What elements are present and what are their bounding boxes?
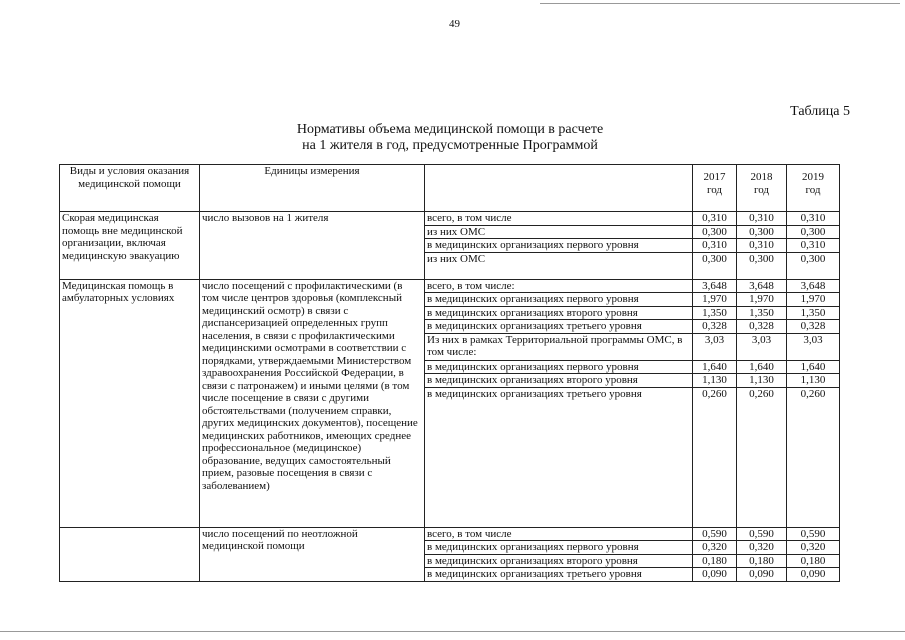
- subcategory-cell: в медицинских организациях первого уровня: [425, 293, 693, 307]
- value-cell-2019: 0,180: [787, 554, 840, 568]
- value-cell-2018: 0,328: [737, 320, 787, 334]
- value-cell-2019: 0,320: [787, 541, 840, 555]
- value-cell-2018: 1,640: [737, 360, 787, 374]
- subcategory-cell: в медицинских организациях второго уровня: [425, 374, 693, 388]
- value-cell-2019: 1,640: [787, 360, 840, 374]
- value-cell-2017: 3,648: [693, 279, 737, 293]
- subcategory-cell: всего, в том числе: [425, 527, 693, 541]
- title-line-2: на 1 жителя в год, предусмотренные Программой: [302, 138, 598, 153]
- value-cell-2017: 1,640: [693, 360, 737, 374]
- value-cell-2019: 0,090: [787, 568, 840, 582]
- value-cell-2018: 0,310: [737, 212, 787, 226]
- subcategory-cell: в медицинских организациях первого уровня: [425, 541, 693, 555]
- header-care-type: Виды и условия оказания медицинской помощи: [60, 165, 200, 212]
- value-cell-2019: 0,310: [787, 239, 840, 253]
- document-title: [250, 122, 650, 154]
- subcategory-cell: всего, в том числе:: [425, 279, 693, 293]
- subcategory-cell: в медицинских организациях первого уровня: [425, 239, 693, 253]
- norms-table: [59, 164, 840, 582]
- value-cell-2017: 1,130: [693, 374, 737, 388]
- subcategory-cell: в медицинских организациях первого уровня: [425, 360, 693, 374]
- value-cell-2017: 3,03: [693, 333, 737, 360]
- table-row: [60, 279, 840, 293]
- value-cell-2017: 0,300: [693, 252, 737, 279]
- subcategory-cell: в медицинских организациях второго уровня: [425, 306, 693, 320]
- header-year-2018-unit: год: [753, 183, 770, 196]
- value-cell-2019: 0,300: [787, 225, 840, 239]
- value-cell-2018: 0,180: [737, 554, 787, 568]
- value-cell-2019: 0,590: [787, 527, 840, 541]
- value-cell-2018: 1,970: [737, 293, 787, 307]
- value-cell-2018: 0,310: [737, 239, 787, 253]
- value-cell-2017: 0,310: [693, 239, 737, 253]
- value-cell-2018: 0,590: [737, 527, 787, 541]
- care-type-cell: Скорая медицинская помощь вне медицинской организации, включая медицинскую эвакуацию: [60, 212, 200, 280]
- value-cell-2018: 1,130: [737, 374, 787, 388]
- value-cell-2019: 1,130: [787, 374, 840, 388]
- value-cell-2017: 0,300: [693, 225, 737, 239]
- value-cell-2017: 0,180: [693, 554, 737, 568]
- table-header-row: [60, 165, 840, 212]
- header-year-2017-unit: год: [706, 183, 723, 196]
- table-row: [60, 212, 840, 226]
- value-cell-2017: 0,320: [693, 541, 737, 555]
- value-cell-2019: 1,350: [787, 306, 840, 320]
- header-year-2019-unit: год: [805, 183, 821, 196]
- header-year-2018: [737, 165, 787, 212]
- subcategory-cell: из них ОМС: [425, 252, 693, 279]
- value-cell-2017: 1,350: [693, 306, 737, 320]
- value-cell-2017: 0,260: [693, 387, 737, 527]
- value-cell-2019: 0,300: [787, 252, 840, 279]
- subcategory-cell: всего, в том числе: [425, 212, 693, 226]
- value-cell-2018: 0,300: [737, 252, 787, 279]
- header-subcategory: [425, 165, 693, 212]
- table-row: [60, 527, 840, 541]
- value-cell-2018: 3,03: [737, 333, 787, 360]
- scan-edge-top: [540, 3, 900, 4]
- value-cell-2019: 0,260: [787, 387, 840, 527]
- table-label: Таблица 5: [790, 104, 850, 119]
- value-cell-2017: 0,310: [693, 212, 737, 226]
- value-cell-2017: 0,328: [693, 320, 737, 334]
- value-cell-2018: 0,320: [737, 541, 787, 555]
- page-number: 49: [449, 18, 460, 30]
- measure-unit-cell: число вызовов на 1 жителя: [200, 212, 425, 280]
- value-cell-2018: 0,300: [737, 225, 787, 239]
- subcategory-cell: в медицинских организациях третьего уровня: [425, 320, 693, 334]
- norms-table-body: [60, 165, 840, 582]
- header-year-2019-value: 2019: [802, 171, 824, 183]
- value-cell-2018: 0,260: [737, 387, 787, 527]
- value-cell-2019: 0,328: [787, 320, 840, 334]
- value-cell-2017: 0,090: [693, 568, 737, 582]
- subcategory-cell: в медицинских организациях третьего уровня: [425, 387, 693, 527]
- header-units: Единицы измерения: [200, 165, 425, 212]
- value-cell-2017: 0,590: [693, 527, 737, 541]
- header-year-2017-value: 2017: [703, 171, 726, 183]
- value-cell-2019: 3,648: [787, 279, 840, 293]
- value-cell-2018: 3,648: [737, 279, 787, 293]
- measure-unit-cell: число посещений с профилактическими (в том числе центров здоровья (комплексный медицинский осмотр) в связи с диспансеризацией определенных групп населения, в связи с профилактическими медицинскими осмотрами в соответствии с порядками, утверждаемыми Министерством здравоохранения Российской Федерации, в связи с патронажем) и иными целями (в том числе посещение в связи с другими обстоятельствами (получением справки, других медицинских документов), посещение медицинских работников, имеющих среднее профессиональное (медицинское) образование, ведущих самостоятельный прием, разовые посещения в связи с заболеванием): [200, 279, 425, 527]
- scan-edge-bottom: [0, 631, 905, 632]
- value-cell-2019: 3,03: [787, 333, 840, 360]
- value-cell-2018: 1,350: [737, 306, 787, 320]
- care-type-cell: [60, 527, 200, 581]
- subcategory-cell: в медицинских организациях второго уровня: [425, 554, 693, 568]
- value-cell-2019: 1,970: [787, 293, 840, 307]
- care-type-cell: Медицинская помощь в амбулаторных условиях: [60, 279, 200, 527]
- header-year-2019: [787, 165, 840, 212]
- value-cell-2019: 0,310: [787, 212, 840, 226]
- title-line-1: Нормативы объема медицинской помощи в расчете: [296, 122, 604, 137]
- measure-unit-cell: число посещений по неотложной медицинской помощи: [200, 527, 425, 581]
- subcategory-cell: в медицинских организациях третьего уровня: [425, 568, 693, 582]
- header-year-2018-value: 2018: [750, 171, 773, 183]
- header-year-2017: [693, 165, 737, 212]
- value-cell-2018: 0,090: [737, 568, 787, 582]
- value-cell-2017: 1,970: [693, 293, 737, 307]
- subcategory-cell: Из них в рамках Территориальной программы ОМС, в том числе:: [425, 333, 693, 360]
- subcategory-cell: из них ОМС: [425, 225, 693, 239]
